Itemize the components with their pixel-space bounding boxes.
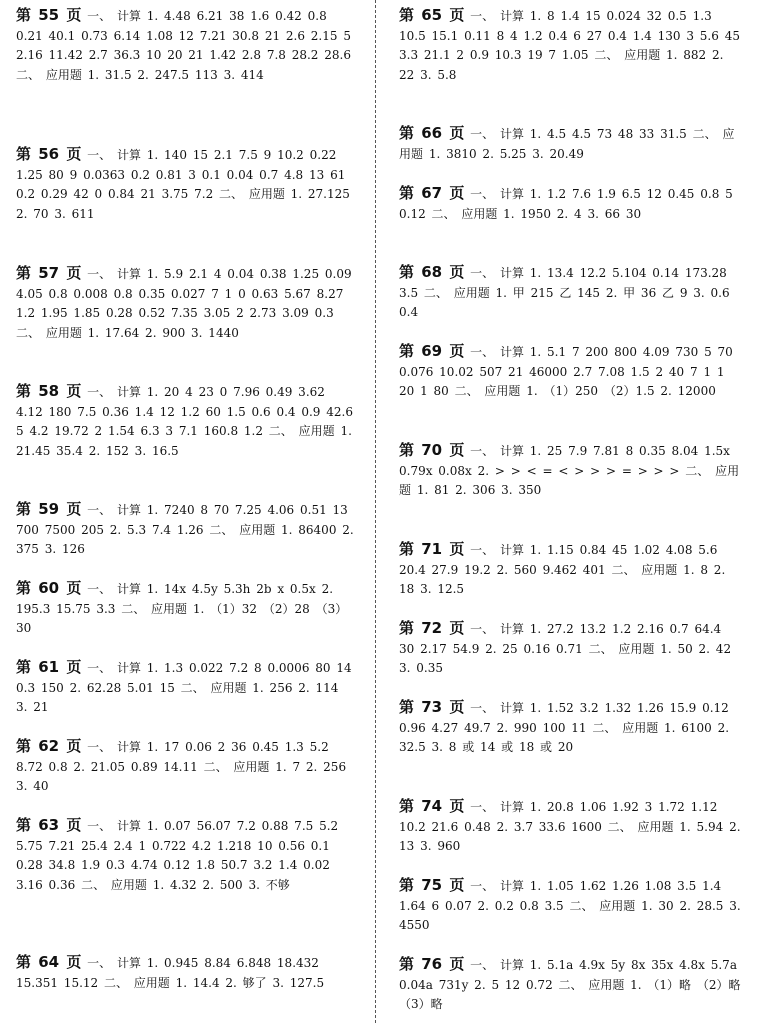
- answer-page-73: [399, 698, 741, 758]
- answer-text: 一、 计算 1. 13.4 12.2 5.104 0.14 173.28 3.5 二、 应用题 1. 甲 215 乙 145 2. 甲 36 乙 9 3. 0.6 0.4: [399, 266, 730, 319]
- answer-text: 一、 计算 1. 25 7.9 7.81 8 0.35 8.04 1.5x 0.79x 0.08x 2. > > < = < > > > = > > > 二、 应用题 1. 81 2. 306 3. 350: [399, 444, 740, 497]
- answer-text: 一、 计算 1. 8 1.4 15 0.024 32 0.5 1.3 10.5 15.1 0.11 8 4 1.2 0.4 6 27 0.4 1.4 130 3 5.6 45 3.3 21.1 2 0.9 10.3 19 7 1.05 二、 应用题 1. 882 2. 22 3. 5.8: [399, 9, 740, 82]
- answer-page-58: [16, 382, 354, 461]
- answer-text: 一、 计算 1. 7240 8 70 7.25 4.06 0.51 13 700 7500 205 2. 5.3 7.4 1.26 二、 应用题 1. 86400 2. 375 3. 126: [16, 503, 354, 556]
- page-heading: 第 73 页: [399, 698, 465, 716]
- answer-page-61: [16, 658, 354, 718]
- answer-page-74: [399, 797, 741, 857]
- answer-text: 一、 计算 1. 4.48 6.21 38 1.6 0.42 0.8 0.21 40.1 0.73 6.14 1.08 12 7.21 30.8 21 2.6 2.15 5 2.16 11.42 2.7 36.3 10 20 21 1.42 2.8 7.8 28.2 28.6 二、 应用题 1. 31.5 2. 247.5 113 3. 414: [16, 9, 351, 82]
- page-heading: 第 71 页: [399, 540, 465, 558]
- answer-text: 一、 计算 1. 5.9 2.1 4 0.04 0.38 1.25 0.09 4.05 0.8 0.008 0.8 0.35 0.027 7 1 0 0.63 5.67 8.27 1.2 1.95 1.85 0.28 0.52 7.35 3.05 2 2.73 3.09 0.3 二、 应用题 1. 17.64 2. 900 3. 1440: [16, 267, 352, 340]
- answer-text: 一、 计算 1. 27.2 13.2 1.2 2.16 0.7 64.4 30 2.17 54.9 2. 25 0.16 0.71 二、 应用题 1. 50 2. 42 3. 0.35: [399, 622, 732, 675]
- page-heading: 第 61 页: [16, 658, 82, 676]
- page-heading: 第 55 页: [16, 6, 82, 24]
- answer-text: 一、 计算 1. 1.05 1.62 1.26 1.08 3.5 1.4 1.64 6 0.07 2. 0.2 0.8 3.5 二、 应用题 1. 30 2. 28.5 3. 4550: [399, 879, 741, 932]
- answer-text: 一、 计算 1. 1.52 3.2 1.32 1.26 15.9 0.12 0.96 4.27 49.7 2. 990 100 11 二、 应用题 1. 6100 2. 32.5 3. 8 或 14 或 18 或 20: [399, 701, 730, 754]
- page-heading: 第 67 页: [399, 184, 465, 202]
- answer-page-76: [399, 955, 741, 1015]
- page-heading: 第 59 页: [16, 500, 82, 518]
- answer-text: 一、 计算 1. 17 0.06 2 36 0.45 1.3 5.2 8.72 0.8 2. 21.05 0.89 14.11 二、 应用题 1. 7 2. 256 3. 40: [16, 740, 347, 793]
- answer-page-56: [16, 145, 354, 224]
- page-heading: 第 63 页: [16, 816, 82, 834]
- answer-page-57: [16, 264, 354, 343]
- answer-page-72: [399, 619, 741, 679]
- answer-text: 一、 计算 1. 0.945 8.84 6.848 18.432 15.351 15.12 二、 应用题 1. 14.4 2. 够了 3. 127.5: [16, 956, 325, 990]
- page-heading: 第 57 页: [16, 264, 82, 282]
- answer-text: 一、 计算 1. 5.1 7 200 800 4.09 730 5 70 0.076 10.02 507 21 46000 2.7 7.08 1.5 2 40 7 1 1 20 1 80 二、 应用题 1. （1）250 （2）1.5 2. 12000: [399, 345, 733, 398]
- page-heading: 第 62 页: [16, 737, 82, 755]
- answer-page-70: [399, 441, 741, 501]
- answer-page-55: [16, 6, 354, 85]
- page-heading: 第 56 页: [16, 145, 82, 163]
- answer-text: 一、 计算 1. 4.5 4.5 73 48 33 31.5 二、 应用题 1. 3810 2. 5.25 3. 20.49: [399, 127, 735, 161]
- answer-text: 一、 计算 1. 20 4 23 0 7.96 0.49 3.62 4.12 180 7.5 0.36 1.4 12 1.2 60 1.5 0.6 0.4 0.9 42.6 5 4.2 19.72 2 1.54 6.3 3 7.1 160.8 1.2 二、 应用题 1. 21.45 35.4 2. 152 3. 16.5: [16, 385, 353, 458]
- answer-page-75: [399, 876, 741, 936]
- answer-text: 一、 计算 1. 1.3 0.022 7.2 8 0.0006 80 14 0.3 150 2. 62.28 5.01 15 二、 应用题 1. 256 2. 114 3. 21: [16, 661, 352, 714]
- page-heading: 第 58 页: [16, 382, 82, 400]
- answer-page-71: [399, 540, 741, 600]
- answer-page-65: [399, 6, 741, 85]
- answer-page-66: [399, 124, 741, 164]
- answer-text: 一、 计算 1. 140 15 2.1 7.5 9 10.2 0.22 1.25 80 9 0.0363 0.2 0.81 3 0.1 0.04 0.7 4.8 13 61 0.2 0.29 42 0 0.84 21 3.75 7.2 二、 应用题 1. 27.125 2. 70 3. 611: [16, 148, 350, 221]
- answer-page-59: [16, 500, 354, 560]
- answer-page-67: [399, 184, 741, 224]
- page-heading: 第 65 页: [399, 6, 465, 24]
- answer-text: 一、 计算 1. 5.1a 4.9x 5y 8x 35x 4.8x 5.7a 0.04a 731y 2. 5 12 0.72 二、 应用题 1. （1）略 （2）略 （3）略: [399, 958, 741, 1011]
- column-divider: [375, 0, 376, 1023]
- page-heading: 第 60 页: [16, 579, 82, 597]
- page-heading: 第 64 页: [16, 953, 82, 971]
- answer-text: 一、 计算 1. 1.2 7.6 1.9 6.5 12 0.45 0.8 5 0.12 二、 应用题 1. 1950 2. 4 3. 66 30: [399, 187, 733, 221]
- answer-page-64: [16, 953, 354, 993]
- page-heading: 第 74 页: [399, 797, 465, 815]
- page-heading: 第 66 页: [399, 124, 465, 142]
- answer-page-63: [16, 816, 354, 895]
- answer-page-69: [399, 342, 741, 402]
- page-heading: 第 70 页: [399, 441, 465, 459]
- answer-text: 一、 计算 1. 20.8 1.06 1.92 3 1.72 1.12 10.2 21.6 0.48 2. 3.7 33.6 1600 二、 应用题 1. 5.94 2. 13 3. 960: [399, 800, 741, 853]
- answer-page-68: [399, 263, 741, 323]
- page-heading: 第 72 页: [399, 619, 465, 637]
- page-heading: 第 69 页: [399, 342, 465, 360]
- page-heading: 第 76 页: [399, 955, 465, 973]
- answer-text: 一、 计算 1. 0.07 56.07 7.2 0.88 7.5 5.2 5.75 7.21 25.4 2.4 1 0.722 4.2 1.218 10 0.56 0.1 0.28 34.8 1.9 0.3 4.74 0.12 1.8 50.7 3.2 1.4 0.02 3.16 0.36 二、 应用题 1. 4.32 2. 500 3. 不够: [16, 819, 339, 892]
- page-heading: 第 68 页: [399, 263, 465, 281]
- page-heading: 第 75 页: [399, 876, 465, 894]
- answer-text: 一、 计算 1. 14x 4.5y 5.3h 2b x 0.5x 2. 195.3 15.75 3.3 二、 应用题 1. （1）32 （2）28 （3）30: [16, 582, 348, 635]
- answer-page-60: [16, 579, 354, 639]
- answer-text: 一、 计算 1. 1.15 0.84 45 1.02 4.08 5.6 20.4 27.9 19.2 2. 560 9.462 401 二、 应用题 1. 8 2. 18 3. 12.5: [399, 543, 726, 596]
- answer-page-62: [16, 737, 354, 797]
